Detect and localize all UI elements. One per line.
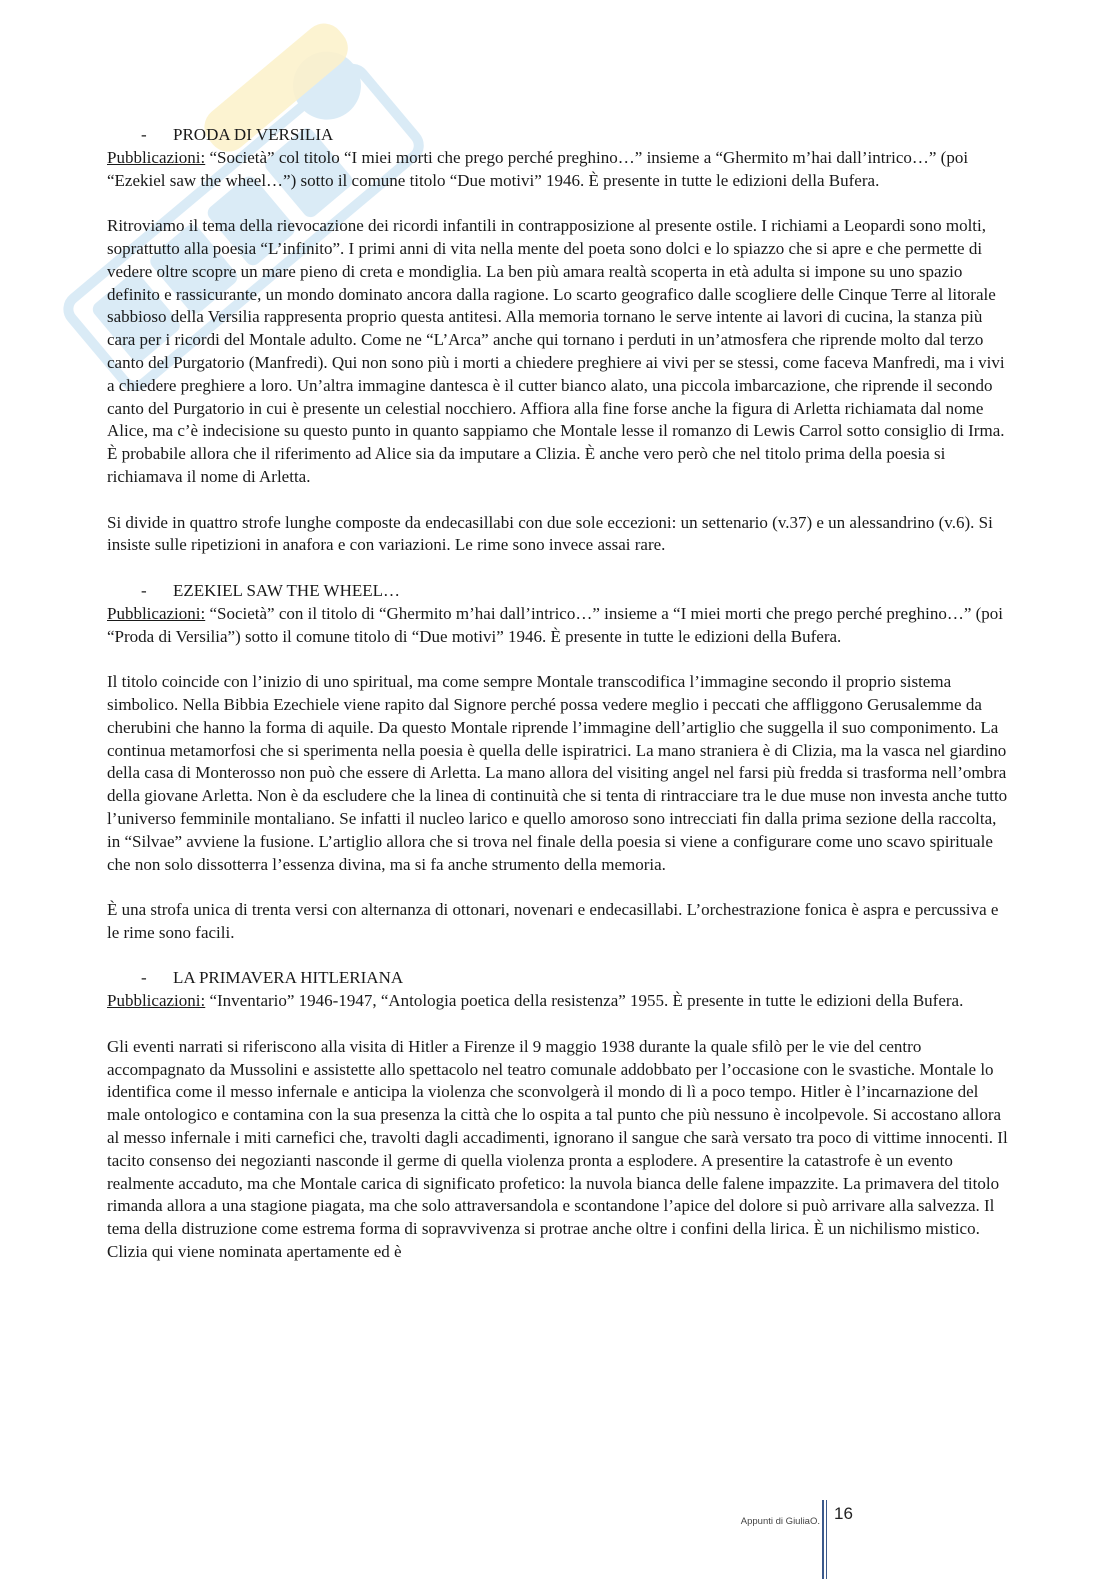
page-footer: [700, 1500, 1080, 1579]
section-heading: [107, 967, 1012, 990]
paragraph: È una strofa unica di trenta versi con alternanza di ottonari, novenari e endecasillabi. L’orchestrazione fonica è aspra e percussiva e le rime sono facili.: [107, 900, 999, 942]
paragraph: Gli eventi narrati si riferiscono alla visita di Hitler a Firenze il 9 maggio 1938 durante la quale sfilò per le vie del centro accompagnato da Mussolini e assistette allo spettacolo nel teatro comunale addobbato per l’occasione con le svastiche. Montale lo identifica come il messo infernale e anticipa la violenza che sconvolgerà il mondo di lì a poco tempo. Hitler è l’incarnazione del male ontologico e contamina con la sua presenza la città che lo ospita a tal punto che più nessuno è incolpevole. Si accostano allora al messo infernale i miti carnefici che, travolti dagli accadimenti, ignorano il sangue che sarà versato tra poco di vittime innocenti. Il tacito consenso dei negozianti nasconde il germe di quella violenza pronta a esplodere. A presentire la catastrofe è un evento realmente accaduto, ma che Montale carica di significato profetico: la nuvola bianca delle falene impazzite. La primavera del titolo rimanda allora a una stagione piagata, ma che solo attraversandola e scontandone l’apice del dolore si può arrivare alla salvezza. Il tema della distruzione come estrema forma di sopravvivenza si protrae anche oltre i confini della lirica. È un nichilismo mistico. Clizia qui viene nominata apertamente ed è: [107, 1036, 1008, 1262]
publication-label: Pubblicazioni:: [107, 147, 206, 167]
section-heading: [107, 124, 1012, 147]
section-title: PRODA DI VERSILIA: [173, 125, 334, 144]
paragraph: Ritroviamo il tema della rievocazione dei ricordi infantili in contrapposizione al presente ostile. I richiami a Leopardi sono molti, soprattutto alla poesia “L’infinito”. I primi anni di vita nella mente del poeta sono dolci e lo spiazzo che si apre e che permette di vedere oltre scopre un mare pieno di creta e mondiglia. La ben più amara realtà scoperta in età adulta si impone su uno spazio definito e rassicurante, un mondo dominato ancora dalla ragione. Lo scarto geografico dalle scogliere delle Cinque Terre al litorale sabbioso della Versilia rappresenta proprio questa antitesi. Alla memoria tornano le serve intente ai lavori di cucina, la stanza più cara per i ricordi del Montale adulto. Come ne “L’Arca” anche qui tornano i perduti in un’atmosfera che riprende molto dal terzo canto del Purgatorio (Manfredi). Qui non sono più i morti a chiedere preghiere ai vivi per se stessi, come faceva Manfredi, ma i vivi a chiedere preghiere a loro. Un’altra immagine dantesca è il cutter bianco alato, una piccola imbarcazione, che riprende il secondo canto del Purgatorio in cui è presente un celestial nocchiero. Affiora alla fine forse anche la figura di Arletta richiamata dal nome Alice, ma c’è indecisione su questo punto in quanto sappiamo che Montale lesse il romanzo di Lewis Carrol sotto consiglio di Irma. È probabile allora che il riferimento ad Alice sia da imputare a Clizia. È anche vero però che nel titolo prima della poesia si richiamava il nome di Arletta.: [107, 216, 1005, 486]
footer-rule: [826, 1500, 827, 1579]
footer-rule: [822, 1500, 824, 1579]
paragraph: Il titolo coincide con l’inizio di uno spiritual, ma come sempre Montale transcodifica l’immagine secondo il proprio sistema simbolico. Nella Bibbia Ezechiele viene rapito dal Signore perché possa vedere meglio i peccati che affliggono Gerusalemme da cherubini che hanno la forma di aquile. Da questo Montale riprende l’immagine dell’artiglio che suggella il suo componimento. La continua metamorfosi che si sperimenta nella poesia è quella delle ispiratrici. La mano straniera è di Clizia, ma la vasca nel giardino della casa di Monterosso non può che essere di Arletta. La mano allora del visiting angel nel farsi più fredda si trasforma nell’ombra della giovane Arletta. Non è da escludere che la linea di continuità che si tenta di rintracciare tra le due muse non investa anche tutto l’universo femminile montaliano. Se infatti il nucleo larico e quello amoroso sono intrecciati fin dalla prima sezione della raccolta, in “Silvae” avviene la fusione. L’artiglio allora che si trova nel finale della poesia si viene a configurare come uno scavo spirituale che non solo dissotterra l’essenza divina, ma si fa anche strumento della memoria.: [107, 672, 1008, 874]
page-number: 16: [834, 1504, 853, 1523]
footer-author: Appunti di GiuliaO.: [740, 1516, 820, 1527]
publication-label: Pubblicazioni:: [107, 991, 206, 1011]
paragraph: Si divide in quattro strofe lunghe composte da endecasillabi con due sole eccezioni: un settenario (v.37) e un alessandrino (v.6). Si insiste sulle ripetizioni in anafora e con variazioni. Le rime sono invece assai rare.: [107, 512, 993, 555]
publication-info: [107, 990, 1012, 1013]
list-dash: -: [141, 125, 147, 144]
list-dash: -: [141, 968, 147, 988]
publication-info: [107, 603, 1012, 649]
publication-label: Pubblicazioni:: [107, 603, 206, 623]
publication-text: “Inventario” 1946-1947, “Antologia poetica della resistenza” 1955. È presente in tutte le edizioni della Bufera.: [205, 991, 964, 1011]
publication-info: [107, 147, 1012, 193]
section-title: LA PRIMAVERA HITLERIANA: [173, 968, 404, 988]
list-dash: -: [141, 580, 147, 600]
publication-text: “Società” con il titolo di “Ghermito m’hai dall’intrico…” insieme a “I miei morti che prego perché preghino…” (poi “Proda di Versilia”) sotto il comune titolo di “Due motivi” 1946. È presente in tutte le edizioni della Bufera.: [107, 603, 1004, 646]
section-heading: [107, 580, 1012, 603]
section-title: EZEKIEL SAW THE WHEEL…: [173, 580, 400, 600]
page-content: [107, 124, 1012, 1264]
publication-text: “Società” col titolo “I miei morti che prego perché preghino…” insieme a “Ghermito m’hai dall’intrico…” (poi “Ezekiel saw the wheel…”) sotto il comune titolo “Due motivi” 1946. È presente in tutte le edizioni della Bufera.: [107, 147, 969, 190]
